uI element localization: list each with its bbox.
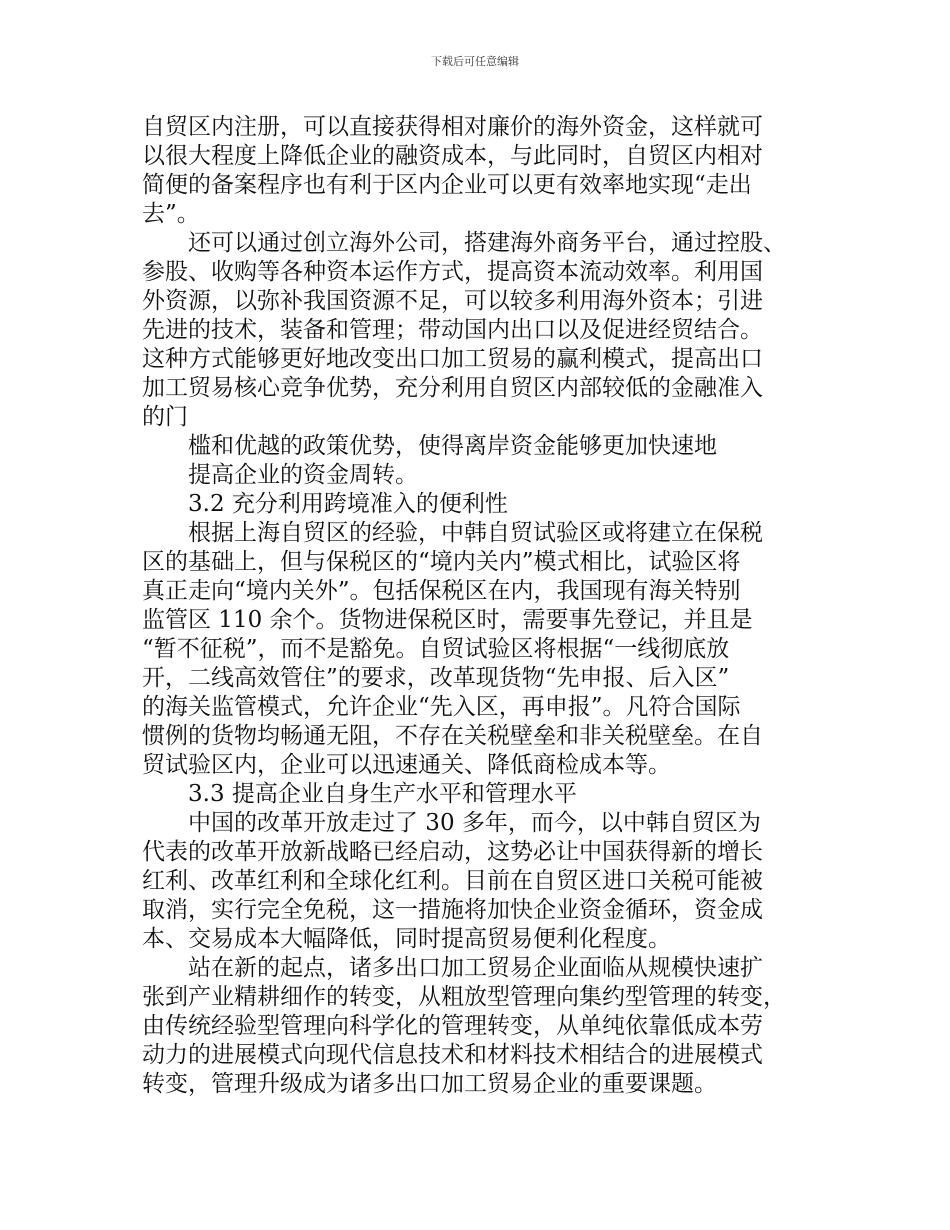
text-line: 中国的改革开放走过了 30 多年，而今，以中韩自贸区为 — [188, 810, 761, 836]
text-line: 的门 — [142, 404, 188, 430]
page-header: 下载后可任意编辑 — [431, 55, 519, 68]
text-line: 这种方式能够更好地改变出口加工贸易的赢利模式，提高出口 — [142, 346, 763, 372]
text-line: 由传统经验型管理向科学化的管理转变，从单纯依靠低成本劳 — [142, 1013, 763, 1039]
text-line: 区的基础上，但与保税区的“境内关内”模式相比，试验区将 — [142, 549, 741, 575]
text-line: 动力的进展模式向现代信息技术和材料技术相结合的进展模式 — [142, 1042, 763, 1068]
text-line: 红利、改革红利和全球化红利。目前在自贸区进口关税可能被 — [142, 868, 763, 894]
text-line: 简便的备案程序也有利于区内企业可以更有效率地实现“走出 — [142, 172, 752, 198]
text-line: 取消，实行完全免税，这一措施将加快企业资金循环，资金成 — [142, 897, 763, 923]
text-line: 3.2 充分利用跨境准入的便利性 — [188, 491, 508, 517]
text-line: 张到产业精耕细作的转变，从粗放型管理向集约型管理的转变， — [142, 984, 786, 1010]
text-line: 还可以通过创立海外公司，搭建海外商务平台，通过控股、 — [188, 230, 786, 256]
text-line: 加工贸易核心竞争优势，充分利用自贸区内部较低的金融准入 — [142, 375, 763, 401]
text-line: 以很大程度上降低企业的融资成本，与此同时，自贸区内相对 — [142, 143, 763, 169]
text-line: 自贸区内注册，可以直接获得相对廉价的海外资金，这样就可 — [142, 114, 763, 140]
text-line: 3.3 提高企业自身生产水平和管理水平 — [188, 781, 577, 807]
text-line: 代表的改革开放新战略已经启动，这势必让中国获得新的增长 — [142, 839, 763, 865]
text-line: 转变，管理升级成为诸多出口加工贸易企业的重要课题。 — [142, 1071, 717, 1097]
document-body — [142, 113, 818, 1099]
text-line: 站在新的起点，诸多出口加工贸易企业面临从规模快速扩 — [188, 955, 763, 981]
text-line: 贸试验区内，企业可以迅速通关、降低商检成本等。 — [142, 752, 671, 778]
text-line: 槛和优越的政策优势，使得离岸资金能够更加快速地 — [188, 433, 717, 459]
text-line: 外资源，以弥补我国资源不足，可以较多利用海外资本；引进 — [142, 288, 763, 314]
text-line: 真正走向“境内关外”。包括保税区在内，我国现有海关特别 — [142, 578, 741, 604]
text-line: 惯例的货物均畅通无阻，不存在关税壁垒和非关税壁垒。在自 — [142, 723, 763, 749]
text-line: 监管区 110 余个。货物进保税区时，需要事先登记，并且是 — [142, 607, 753, 633]
text-line: 根据上海自贸区的经验，中韩自贸试验区或将建立在保税 — [188, 520, 763, 546]
text-line: 开，二线高效管住”的要求，改革现货物“先申报、后入区” — [142, 665, 730, 691]
text-line: “暂不征税”，而不是豁免。自贸试验区将根据“一线彻底放 — [142, 636, 730, 662]
text-line: 提高企业的资金周转。 — [188, 462, 418, 488]
text-line: 参股、收购等各种资本运作方式，提高资本流动效率。利用国 — [142, 259, 763, 285]
text-line: 先进的技术，装备和管理；带动国内出口以及促进经贸结合。 — [142, 317, 763, 343]
text-line: 的海关监管模式，允许企业“先入区，再申报”。凡符合国际 — [142, 694, 741, 720]
text-line: 去”。 — [142, 201, 200, 227]
text-line: 本、交易成本大幅降低，同时提高贸易便利化程度。 — [142, 926, 671, 952]
